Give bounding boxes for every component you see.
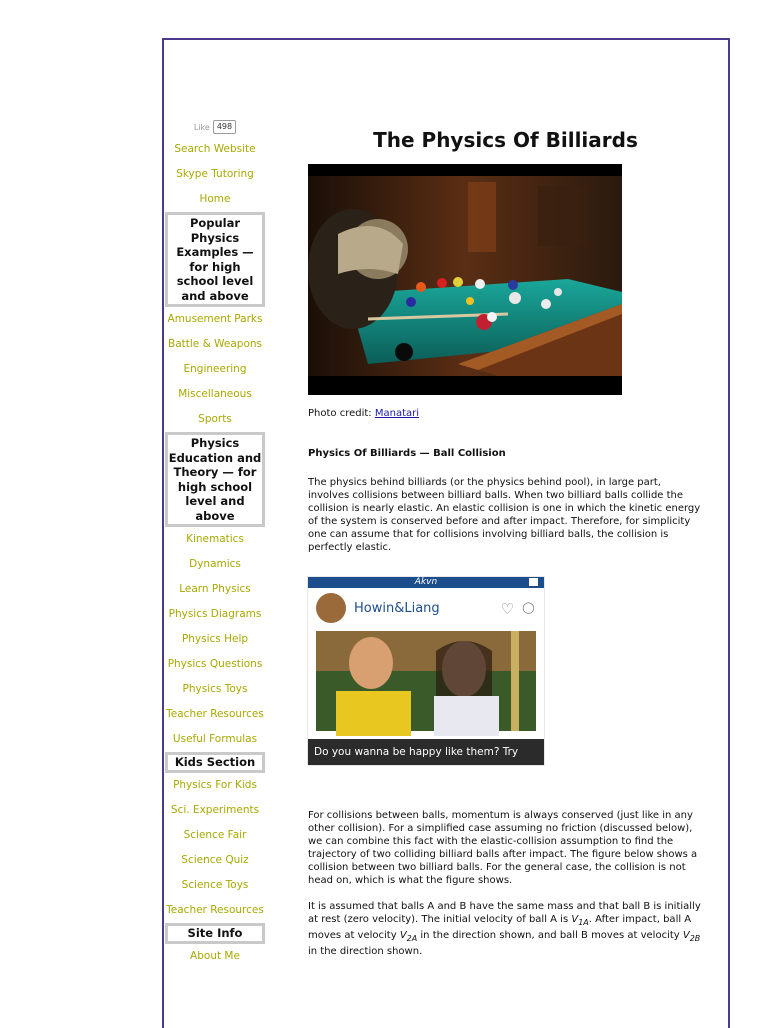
sidebar-link-amusement-parks[interactable]: Amusement Parks bbox=[167, 313, 263, 325]
sidebar-link-science-toys[interactable]: Science Toys bbox=[181, 879, 249, 891]
sidebar-link-learn-physics[interactable]: Learn Physics bbox=[179, 583, 251, 595]
sidebar bbox=[164, 117, 266, 969]
nav-group-kids bbox=[164, 773, 266, 923]
sidebar-link-dynamics[interactable]: Dynamics bbox=[189, 558, 241, 570]
advertisement[interactable] bbox=[308, 577, 544, 784]
section-box-kids: Kids Section bbox=[165, 752, 265, 773]
ad-banner[interactable]: Do you wanna be happy like them? Try now! bbox=[308, 739, 544, 765]
nav-group-site-info bbox=[164, 944, 266, 969]
billiards-photo-art bbox=[308, 164, 622, 395]
velocity-1a bbox=[571, 914, 588, 925]
section-box-popular-examples: Popular Physics Examples — for high school level and above bbox=[165, 212, 265, 307]
para3-text-d: in the direction shown. bbox=[308, 946, 423, 957]
nav-group-main bbox=[164, 137, 266, 212]
sidebar-link-skype-tutoring[interactable]: Skype Tutoring bbox=[176, 168, 254, 180]
sidebar-link-engineering[interactable]: Engineering bbox=[183, 363, 247, 375]
sidebar-link-sports[interactable]: Sports bbox=[198, 413, 232, 425]
sidebar-link-miscellaneous[interactable]: Miscellaneous bbox=[178, 388, 252, 400]
velocity-2b-subscript: 2B bbox=[689, 934, 701, 943]
sidebar-link-science-quiz[interactable]: Science Quiz bbox=[181, 854, 249, 866]
sidebar-link-science-fair[interactable]: Science Fair bbox=[183, 829, 247, 841]
nav-group-theory bbox=[164, 527, 266, 752]
avatar bbox=[316, 593, 346, 623]
sidebar-link-search-website[interactable]: Search Website bbox=[174, 143, 256, 155]
sidebar-link-useful-formulas[interactable]: Useful Formulas bbox=[172, 733, 258, 745]
sidebar-link-physics-help[interactable]: Physics Help bbox=[181, 633, 249, 645]
para3-text-b: . After impact, ball A moves at velocity bbox=[308, 914, 692, 941]
ad-header bbox=[308, 588, 544, 628]
velocity-1a-subscript: 1A bbox=[578, 918, 589, 927]
like-widget[interactable] bbox=[164, 117, 266, 137]
main-content bbox=[308, 120, 703, 957]
para3-text-c: in the direction shown, and ball B moves at velocity bbox=[417, 930, 683, 941]
velocity-2a-symbol: V bbox=[399, 930, 407, 941]
like-count: 498 bbox=[213, 120, 236, 134]
velocity-2a bbox=[400, 930, 417, 941]
velocity-1a-symbol: V bbox=[571, 914, 579, 925]
sidebar-link-teacher-resources[interactable]: Teacher Resources bbox=[166, 708, 264, 720]
like-label: Like bbox=[193, 122, 210, 132]
comment-icon[interactable]: ○ bbox=[521, 598, 535, 616]
photo-credit-link[interactable]: Manatari bbox=[374, 408, 420, 419]
sidebar-link-physics-questions[interactable]: Physics Questions bbox=[167, 658, 263, 670]
ad-close-icon[interactable] bbox=[529, 578, 538, 586]
photo-credit bbox=[308, 408, 419, 419]
section-box-education-theory: Physics Education and Theory — for high school level and above bbox=[165, 432, 265, 527]
ad-photo bbox=[316, 631, 536, 731]
sidebar-link-about-me[interactable]: About Me bbox=[190, 950, 240, 962]
section-subheading: Physics Of Billiards — Ball Collision bbox=[308, 448, 506, 459]
page-title: The Physics Of Billiards bbox=[373, 128, 638, 152]
sidebar-link-physics-for-kids[interactable]: Physics For Kids bbox=[173, 779, 257, 791]
paragraph-velocities bbox=[308, 900, 703, 958]
velocity-2b bbox=[683, 930, 700, 941]
paragraph-intro: The physics behind billiards (or the physics behind pool), in large part, involves collisions between billiard balls. When two billiard balls collide the collision is nearly elastic. An elastic collision is one in which the kinetic energy of the system is conserved before and after impact. Therefore, for simplicity one can assume that for collisions involving billiard balls, the collision is perfectly elastic. bbox=[308, 477, 701, 553]
ad-profile-name: Howin&Liang bbox=[354, 600, 440, 616]
paragraph-momentum: For collisions between balls, momentum is always conserved (just like in any other collision). For a simplified case assuming no friction (discussed below), we can combine this fact with the elastic-collision assumption to find the trajectory of two colliding billiard balls after impact. The figure below shows a collision between two billiard balls. For the general case, the collision is not head on, which is what the figure shows. bbox=[308, 810, 698, 886]
billiards-photo bbox=[308, 164, 622, 395]
heart-icon[interactable]: ♡ bbox=[500, 600, 514, 618]
velocity-2b-symbol: V bbox=[682, 930, 690, 941]
photo-credit-label: Photo credit: bbox=[308, 408, 372, 419]
ad-top-text: Akvn bbox=[414, 577, 438, 587]
velocity-2a-subscript: 2A bbox=[406, 934, 418, 943]
sidebar-link-home[interactable]: Home bbox=[199, 193, 231, 205]
section-box-site-info: Site Info bbox=[165, 923, 265, 944]
sidebar-link-sci-experiments[interactable]: Sci. Experiments bbox=[170, 804, 260, 816]
sidebar-link-kinematics[interactable]: Kinematics bbox=[186, 533, 244, 545]
nav-group-examples bbox=[164, 307, 266, 432]
sidebar-link-physics-diagrams[interactable]: Physics Diagrams bbox=[168, 608, 262, 620]
ad-photo-art bbox=[316, 631, 536, 731]
ad-top-bar bbox=[308, 577, 544, 588]
para3-text-a: It is assumed that balls A and B have the same mass and that ball B is initially at rest (zero velocity). The initial velocity of ball A is bbox=[308, 901, 701, 925]
sidebar-link-battle-and-weapons[interactable]: Battle & Weapons bbox=[168, 338, 262, 350]
sidebar-link-physics-toys[interactable]: Physics Toys bbox=[182, 683, 248, 695]
sidebar-link-teacher-resources[interactable]: Teacher Resources bbox=[166, 904, 264, 916]
